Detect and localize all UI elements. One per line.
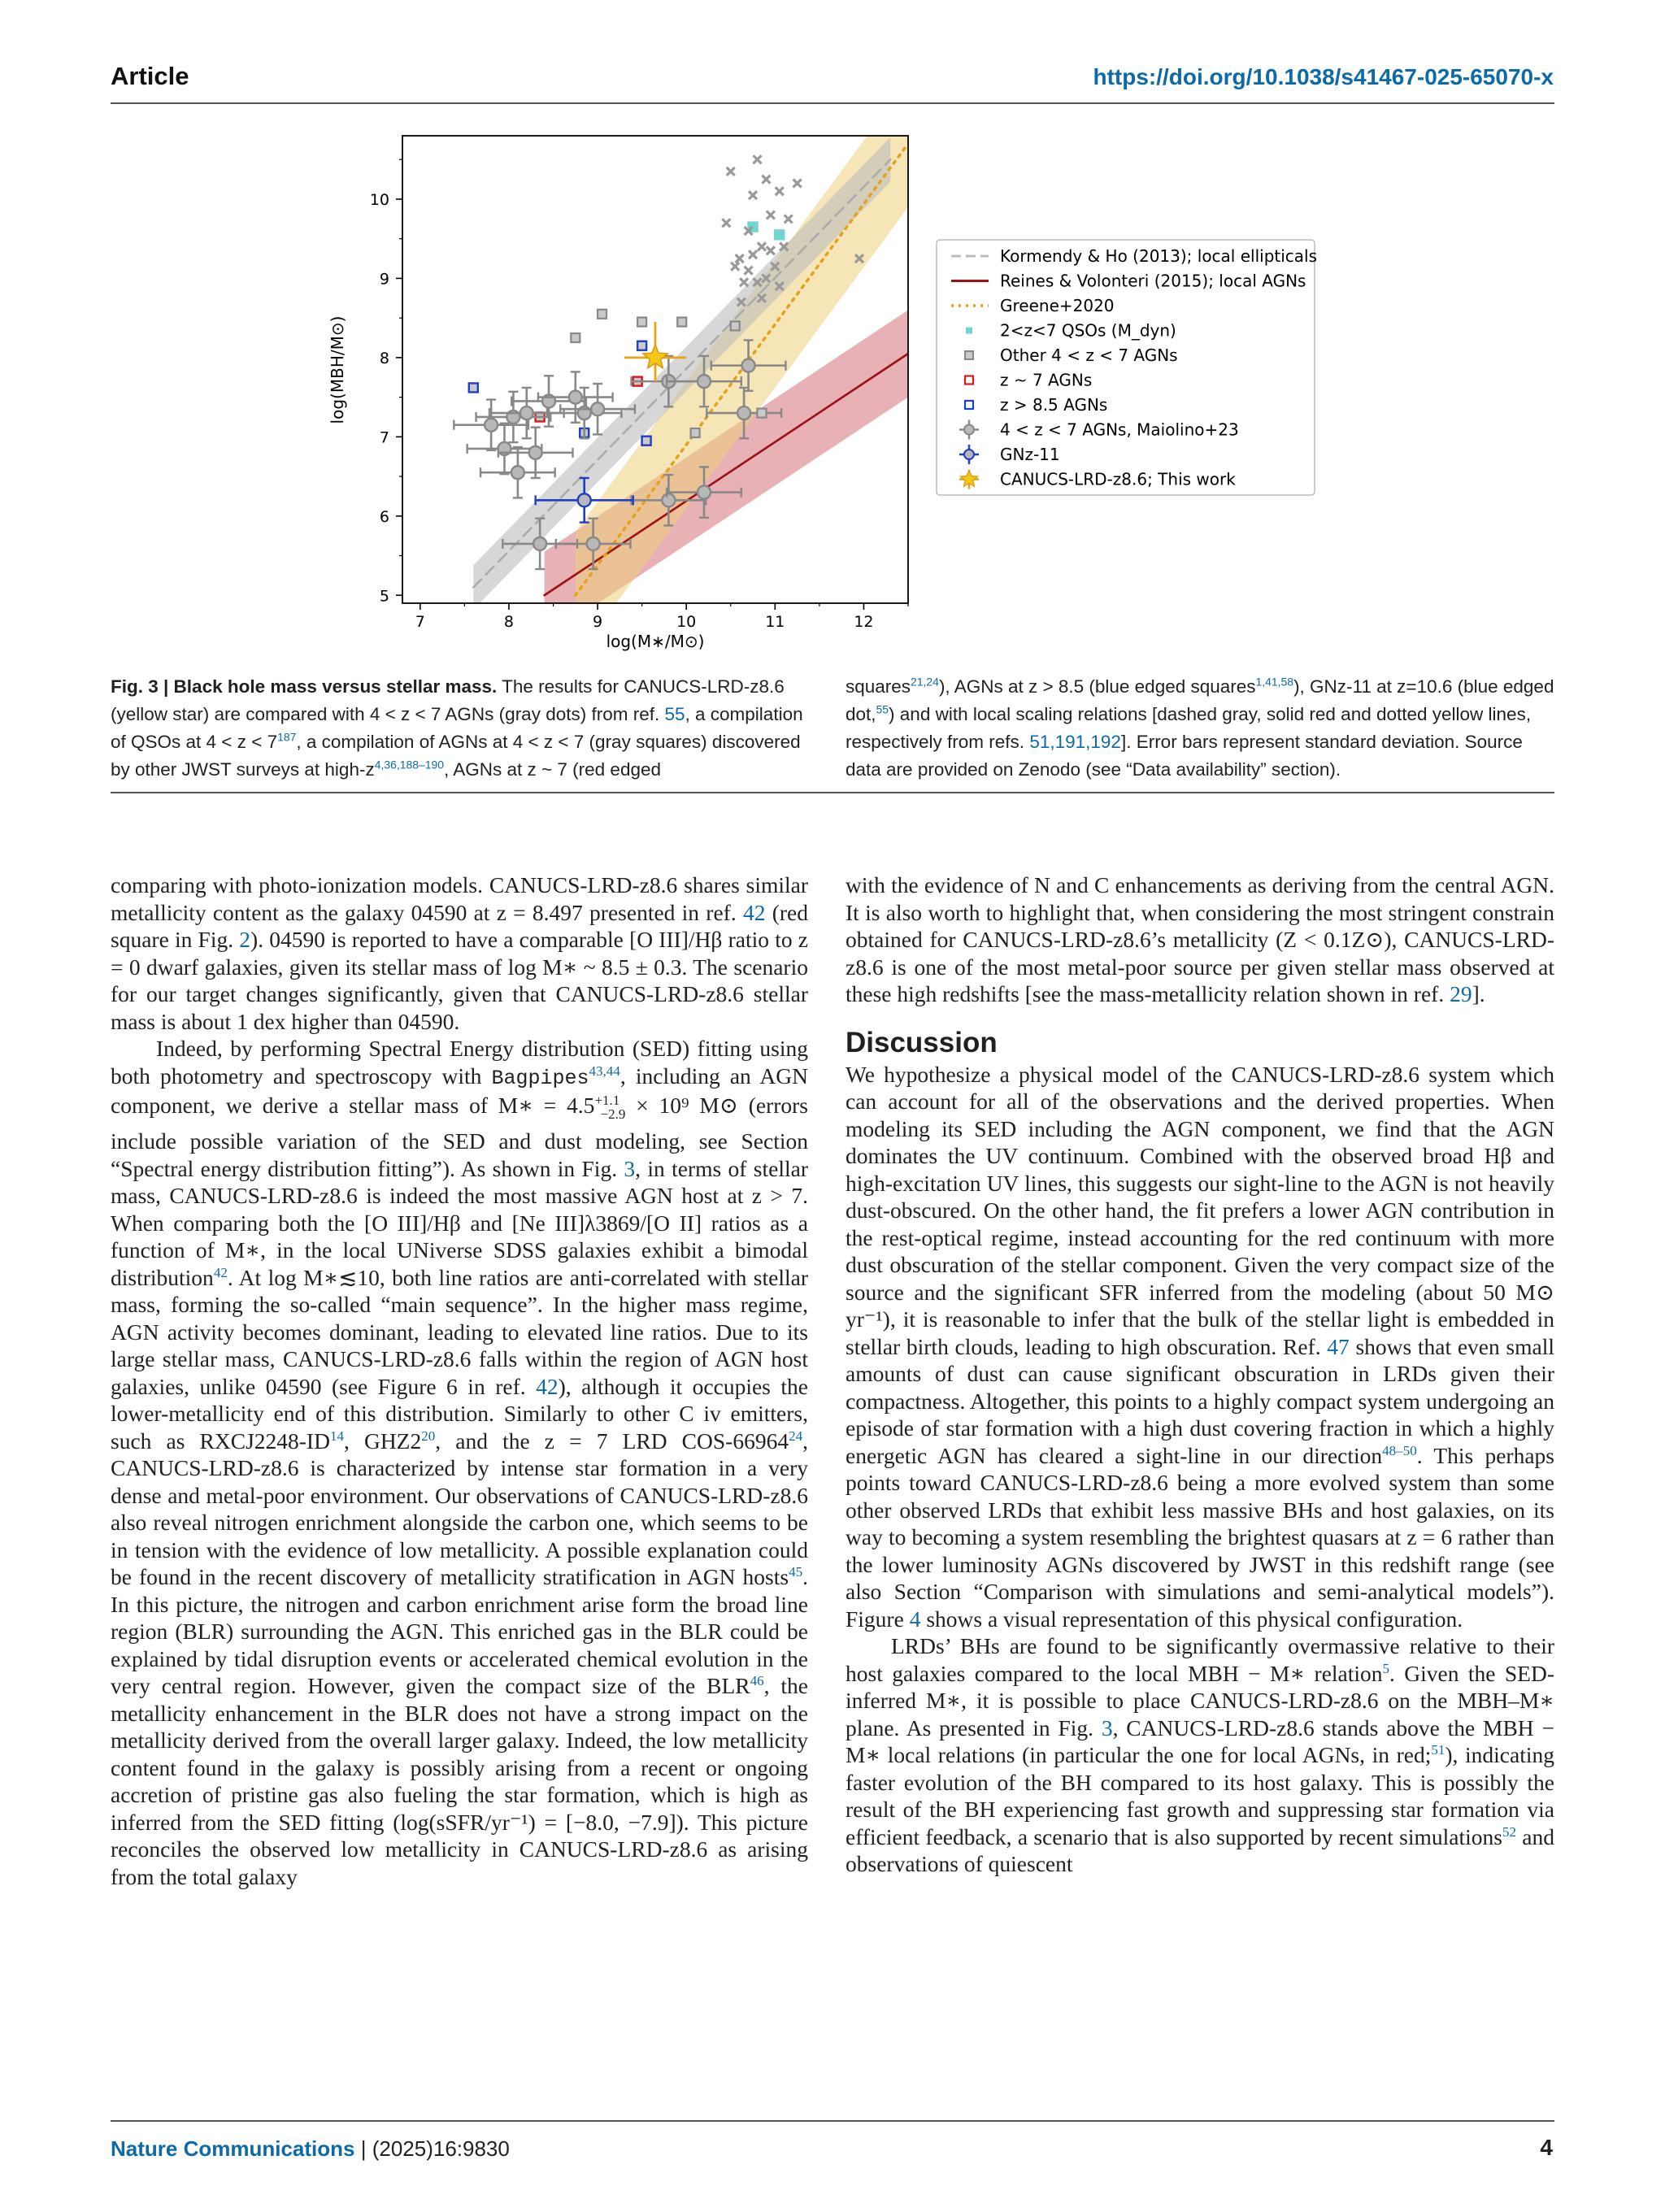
legend-symbol [964, 450, 974, 459]
figure-label: Fig. 3 | Black hole mass versus stellar mass. [111, 676, 498, 697]
paragraph: comparing with photo-ionization models. CANUCS-LRD-z8.6 shares similar metallicity content as the galaxy 04590 at z = 8.497 presented in ref. 42 (red square in Fig. 2). 04590 is reported to have a comparable [O III]/Hβ ratio to z = 0 dwarf galaxies, given its stellar mass of log M∗ ~ 8.5 ± 0.3. The scenario for our target changes significantly, given that CANUCS-LRD-z8.6 stellar mass is about 1 dex higher than 04590. [111, 872, 808, 1034]
maiolino-marker [485, 419, 498, 432]
x-marker [745, 267, 753, 275]
x-axis-label: log(M∗/M⊙) [606, 632, 705, 651]
x-tick-label: 10 [676, 613, 697, 631]
square-marker [677, 318, 686, 327]
x-marker [785, 215, 793, 223]
x-marker [749, 250, 757, 259]
data-point [469, 383, 478, 392]
paragraph: We hypothesize a physical model of the CANUCS-LRD-z8.6 system which can account for all of the observations and the derived properties. When modeling its SED including the AGN component, we find that the AGN dominates the UV continuum. Combined with the observed broad Hβ and high-excitation UV lines, this suggests our sight-line to the AGN is not heavily dust-obscured. On the other hand, the fit prefers a lower AGN contribution in the rest-optical regime, instead accounting for the red continuum with more dust obscuration of the stellar component. Given the very compact size of the source and the significant SFR inferred from the modeling (about 50 M⊙ yr⁻¹), it is reasonable to infer that the bulk of the stellar light is embedded in stellar birth clouds, leading to high obscuration. Ref. 47 shows that even small amounts of dust can cause significant obscuration in LRDs given their compactness. Altogether, this points to a highly compact system undergoing an episode of star formation with a high dust covering fraction in which a highly energetic AGN has cleared a sight-line in our direction$^{48-50}$. This perhaps points toward CANUCS-LRD-z8.6 being a more evolved system than some other observed LRDs that exhibit less massive BHs and host galaxies, on its way to becoming a system resembling the brightest quasars at z = 6 rather than the lower luminosity AGNs discovered by JWST in this redshift range (see also Section “Comparison with simulations and semi-analytical models”). Figure 4 shows a visual representation of this physical configuration. [846, 1061, 1554, 1632]
legend-item [959, 470, 1236, 489]
maiolino-marker [533, 537, 546, 550]
maiolino-marker [529, 446, 542, 459]
x-tick-label: 8 [503, 613, 514, 631]
square-marker [598, 310, 606, 319]
square-marker [637, 318, 646, 327]
x-marker [767, 246, 775, 254]
data-point [776, 187, 784, 195]
paragraph: with the evidence of N and C enhancements as deriving from the central AGN. It is also worth to highlight that, when considering the most stringent constrain obtained for CANUCS-LRD-z8.6’s metallicity (Z < 0.1Z⊙), CANUCS-LRD-z8.6 is one of the most metal-poor source per given stellar mass observed at these high redshifts [see the mass-metallicity relation shown in ref. 29]. [846, 872, 1554, 1006]
data-point [745, 267, 753, 275]
body-column-left [111, 871, 808, 1890]
data-point [749, 191, 757, 199]
square-marker [691, 428, 700, 437]
y-tick-label: 8 [379, 349, 389, 367]
body-column-right [846, 871, 1554, 1878]
data-point [637, 341, 646, 350]
y-axis-label: log(MBH/M⊙) [328, 315, 347, 424]
x-marker [722, 219, 730, 227]
section-heading-discussion: Discussion [846, 1026, 998, 1058]
x-marker [736, 254, 744, 263]
legend-label: CANUCS-LRD-z8.6; This work [1000, 469, 1236, 489]
legend-label: z > 8.5 AGNs [1000, 395, 1108, 415]
footer-citation [111, 2136, 510, 2162]
x-marker [767, 211, 775, 219]
x-marker [727, 167, 735, 176]
data-point [749, 250, 757, 259]
legend-symbol [965, 351, 973, 359]
header-rule [111, 102, 1554, 104]
issue-info: | (2025)16:9830 [354, 2136, 510, 2161]
maiolino-marker [569, 391, 582, 404]
x-marker [749, 191, 757, 199]
legend-symbol [965, 376, 973, 385]
data-point [785, 215, 793, 223]
legend-label: 2<z<7 QSOs (M_dyn) [1000, 320, 1176, 341]
data-point [736, 254, 744, 263]
footer-rule [111, 2120, 1554, 2122]
data-point [775, 230, 784, 239]
y-tick-label: 9 [379, 270, 389, 289]
legend-item [951, 272, 1306, 291]
legend [937, 240, 1317, 495]
square-marker [757, 409, 766, 418]
gnz11-marker [578, 493, 591, 506]
square-marker [637, 341, 646, 350]
data-point [498, 428, 573, 478]
x-marker [776, 187, 784, 195]
square-marker [731, 321, 740, 330]
data-point [722, 219, 730, 227]
legend-symbol [964, 425, 974, 435]
y-tick-label: 5 [379, 587, 389, 606]
data-point [767, 211, 775, 219]
x-tick-label: 12 [854, 613, 874, 631]
legend-label: Kormendy & Ho (2013); local ellipticals [1000, 246, 1318, 266]
square-marker [469, 383, 478, 392]
maiolino-marker [520, 406, 533, 419]
legend-label: Reines & Volonteri (2015); local AGNs [1000, 271, 1306, 291]
legend-label: z ~ 7 AGNs [1000, 370, 1093, 390]
maiolino-marker [662, 493, 675, 506]
data-point [762, 176, 770, 184]
legend-label: GNz-11 [1000, 445, 1060, 464]
x-marker [793, 179, 802, 187]
square-marker [571, 333, 580, 342]
legend-label: 4 < z < 7 AGNs, Maiolino+23 [1000, 419, 1239, 440]
legend-label: Other 4 < z < 7 AGNs [1000, 345, 1178, 365]
legend-item [959, 420, 1239, 440]
data-point [740, 278, 748, 286]
data-point [753, 155, 761, 163]
x-marker [762, 176, 770, 184]
article-label: Article [111, 62, 189, 90]
x-marker [758, 242, 766, 250]
data-point [480, 447, 555, 498]
data-point [691, 428, 700, 437]
data-point [677, 318, 686, 327]
figure-caption-right: squares$^{21,24}$), AGNs at z > 8.5 (blue edged squares$^{1,41,58}$), GNz-11 at z=10.6 (blue edged dot,$^{55}$) and with local scaling relations [dashed gray, solid red and dotted yellow lines, respectively from refs. 51,191,192]. Error bars represent standard deviation. Source data are provided on Zenodo (see “Data availability” section). [846, 675, 1554, 780]
paragraph: Indeed, by performing Spectral Energy distribution (SED) fitting using both photometry and spectroscopy with Bagpipes$^{43,44}$, including an AGN component, we derive a stellar mass of M∗ = $4.5^{+1.1}_{-2.9} \times 10^9$ M⊙ (errors include possible variation of the SED and dust modeling, see Section “Spectral energy distribution fitting”). As shown in Fig. 3, in terms of stellar mass, CANUCS-LRD-z8.6 is indeed the most massive AGN host at z > 7. When comparing both the [O III]/Hβ and [Ne III]λ3869/[O II] ratios as a function of M∗, in the local UNiverse SDSS galaxies exhibit a bimodal distribution$^{42}$. At log M∗≲10, both line ratios are anti-correlated with stellar mass, forming the so-called “main sequence”. In the higher mass regime, AGN activity becomes dominant, leading to elevated line ratios. Due to its large stellar mass, CANUCS-LRD-z8.6 falls within the region of AGN host galaxies, unlike 04590 (see Figure 6 in ref. 42), although it occupies the lower-metallicity end of this distribution. Similarly to other C iv emitters, such as RXCJ2248-ID$^{14}$, GHZ2$^{20}$, and the z = 7 LRD COS-66964$^{24}$, CANUCS-LRD-z8.6 is characterized by intense star formation in a very dense and metal-poor environment. Our observations of CANUCS-LRD-z8.6 also reveal nitrogen enrichment alongside the carbon one, which seems to be in tension with the evidence of low metallicity. A possible explanation could be found in the recent discovery of metallicity stratification in AGN hosts$^{45}$. In this picture, the nitrogen and carbon enrichment arise form the broad line region (BLR) surrounding the AGN. This enriched gas in the BLR could be explained by tidal disruption events or accelerated chemical evolution in the very central region. However, given the compact size of the BLR$^{46}$, the metallicity enhancement in the BLR does not have a strong impact on the metallicity derived from the overall larger galaxy. Indeed, the low metallicity content found in the galaxy is possibly arising from a recent or ongoing accretion of pristine gas also fueling the star formation, which is high as inferred from the SED fitting (log(sSFR/yr⁻¹) = [−8.0, −7.9]). This picture reconciles the observed low metallicity in CANUCS-LRD-z8.6 as arising from the total galaxy [111, 1036, 808, 1889]
legend-item [951, 246, 1317, 266]
maiolino-marker [698, 375, 711, 388]
square-marker [642, 437, 651, 445]
data-point [727, 167, 735, 176]
caption-rule [111, 792, 1554, 793]
maiolino-marker [511, 466, 524, 479]
bh-mass-stellar-mass-figure [309, 126, 1366, 663]
x-tick-label: 7 [415, 613, 425, 631]
maiolino-marker [591, 402, 604, 415]
data-point [793, 179, 802, 187]
x-tick-label: 11 [765, 613, 785, 631]
data-point [757, 409, 766, 418]
journal-name[interactable]: Nature Communications [111, 2136, 355, 2161]
data-point [731, 321, 740, 330]
maiolino-marker [742, 359, 755, 372]
square-marker [775, 230, 784, 239]
paragraph: LRDs’ BHs are found to be significantly overmassive relative to their host galaxies compared to the local MBH − M∗ relation$^5$. Given the SED-inferred M∗, it is possible to place CANUCS-LRD-z8.6 on the MBH–M∗ plane. As presented in Fig. 3, CANUCS-LRD-z8.6 stands above the MBH − M∗ local relations (in particular the one for local AGNs, in red;$^{51}$), indicating faster evolution of the BH compared to its host galaxy. This is possibly the result of the BH experiencing fast growth and suppressing star formation via efficient feedback, a scenario that is also supported by recent simulations$^{52}$ and observations of quiescent [846, 1633, 1554, 1876]
data-point [598, 310, 606, 319]
data-point [758, 242, 766, 250]
x-marker [731, 263, 739, 271]
doi-link[interactable]: https://doi.org/10.1038/s41467-025-65070-x [1093, 64, 1554, 89]
data-point [731, 263, 739, 271]
x-marker [753, 155, 761, 163]
x-marker [740, 278, 748, 286]
figure-caption-left [111, 673, 803, 784]
legend-symbol [965, 401, 973, 409]
page-number: 4 [1540, 2135, 1553, 2160]
legend-label: Greene+2020 [1000, 296, 1115, 315]
maiolino-marker [737, 406, 750, 419]
x-tick-label: 9 [593, 613, 603, 631]
maiolino-marker [698, 486, 711, 499]
legend-symbol [966, 328, 972, 334]
data-point [642, 437, 651, 445]
data-point [767, 246, 775, 254]
data-point [571, 333, 580, 342]
maiolino-marker [587, 537, 600, 550]
y-tick-label: 7 [379, 428, 389, 447]
y-tick-label: 6 [379, 507, 389, 526]
data-point [637, 318, 646, 327]
caption-left-text: The results for CANUCS-LRD-z8.6 (yellow star) are compared with 4 < z < 7 AGNs (gray dots) from ref. 55, a compilation of QSOs at 4 < z < 7$^{187}$, a compilation of AGNs at 4 < z < 7 (gray squares) discovered by other JWST surveys at high-z$^{4,36,188-190}$, AGNs at z ~ 7 (red edged [111, 676, 803, 780]
y-tick-label: 10 [369, 190, 389, 209]
